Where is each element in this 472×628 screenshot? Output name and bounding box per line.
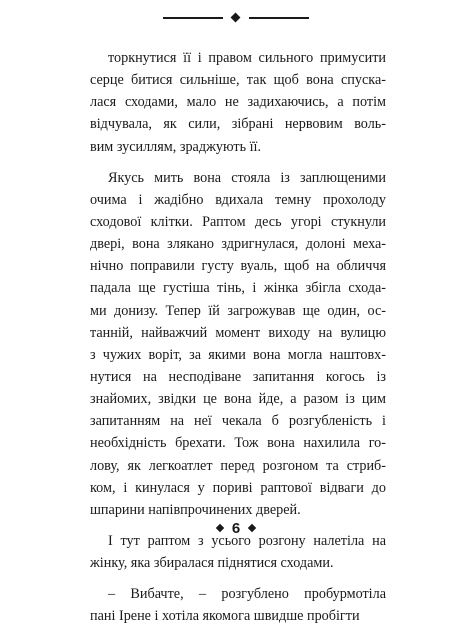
body-text (90, 47, 386, 628)
text-line: ком, і кинулася у пориві раптової відваги до (90, 479, 386, 496)
ornament-rule-right (249, 17, 309, 19)
text-line: очима і жадібно вдихала темну прохолоду (90, 191, 386, 208)
diamond-icon (216, 524, 224, 532)
text-line: запитанням на неї чекала б розгубленість і (90, 413, 386, 430)
paragraph (90, 583, 386, 627)
ornament-rule-left (163, 17, 223, 19)
text-line: І тут раптом з усього розгону налетіла на (108, 532, 386, 549)
text-line: необхідність брехати. Тож вона нахилила го- (90, 435, 386, 452)
paragraph (90, 47, 386, 158)
text-line: лову, як легкоатлет перед розгоном та стриб- (90, 457, 386, 474)
text-line: лася сходами, мало не задихаючись, а потім (90, 94, 386, 111)
text-line: – Вибачте, – розгублено пробурмотіла (108, 586, 386, 603)
text-line: двері, вона зляканo здригнулася, долоні меха- (90, 236, 386, 253)
page-folio (0, 518, 472, 540)
header-ornament (0, 10, 472, 26)
diamond-icon (248, 524, 256, 532)
text-line: нутися на несподіване запитання когось із (90, 368, 386, 385)
diamond-icon (231, 13, 241, 23)
text-line: Якусь мить вона стояла із заплющеними (108, 169, 386, 186)
text-line: жінку, яка збиралася піднятися сходами. (90, 555, 334, 572)
text-line: знайомих, звідки це вона йде, а разом із цим (90, 391, 386, 408)
text-line: ми донизу. Тепер їй загрожував ще один, ос- (90, 302, 386, 319)
page-number: 6 (231, 520, 241, 537)
text-line: падала ще густіша тінь, і жінка збігла схода- (90, 280, 386, 297)
text-line: з чужих воріт, за якими вона могла наштовх- (90, 346, 386, 363)
text-line: танній, найважчий момент виходу на вулицю (90, 324, 386, 341)
text-line: серце битися сильніше, так щоб вона спуска- (90, 72, 386, 89)
text-line: відчувала, як сили, зібрані нервовим воль- (90, 116, 386, 133)
text-line: торкнутися її і правом сильного примусити (108, 50, 386, 66)
text-line: шпарини напівпрочинених дверей. (90, 501, 301, 518)
paragraph (90, 167, 386, 521)
text-line: нічно поправили густу вуаль, щоб на обличчя (90, 258, 386, 275)
text-line: пані Ірене і хотіла якомога швидше пробігти (90, 608, 360, 625)
text-line: вим зусиллям, зраджують її. (90, 138, 262, 155)
text-line: сходової клітки. Раптом десь угорі стукнули (90, 213, 386, 230)
